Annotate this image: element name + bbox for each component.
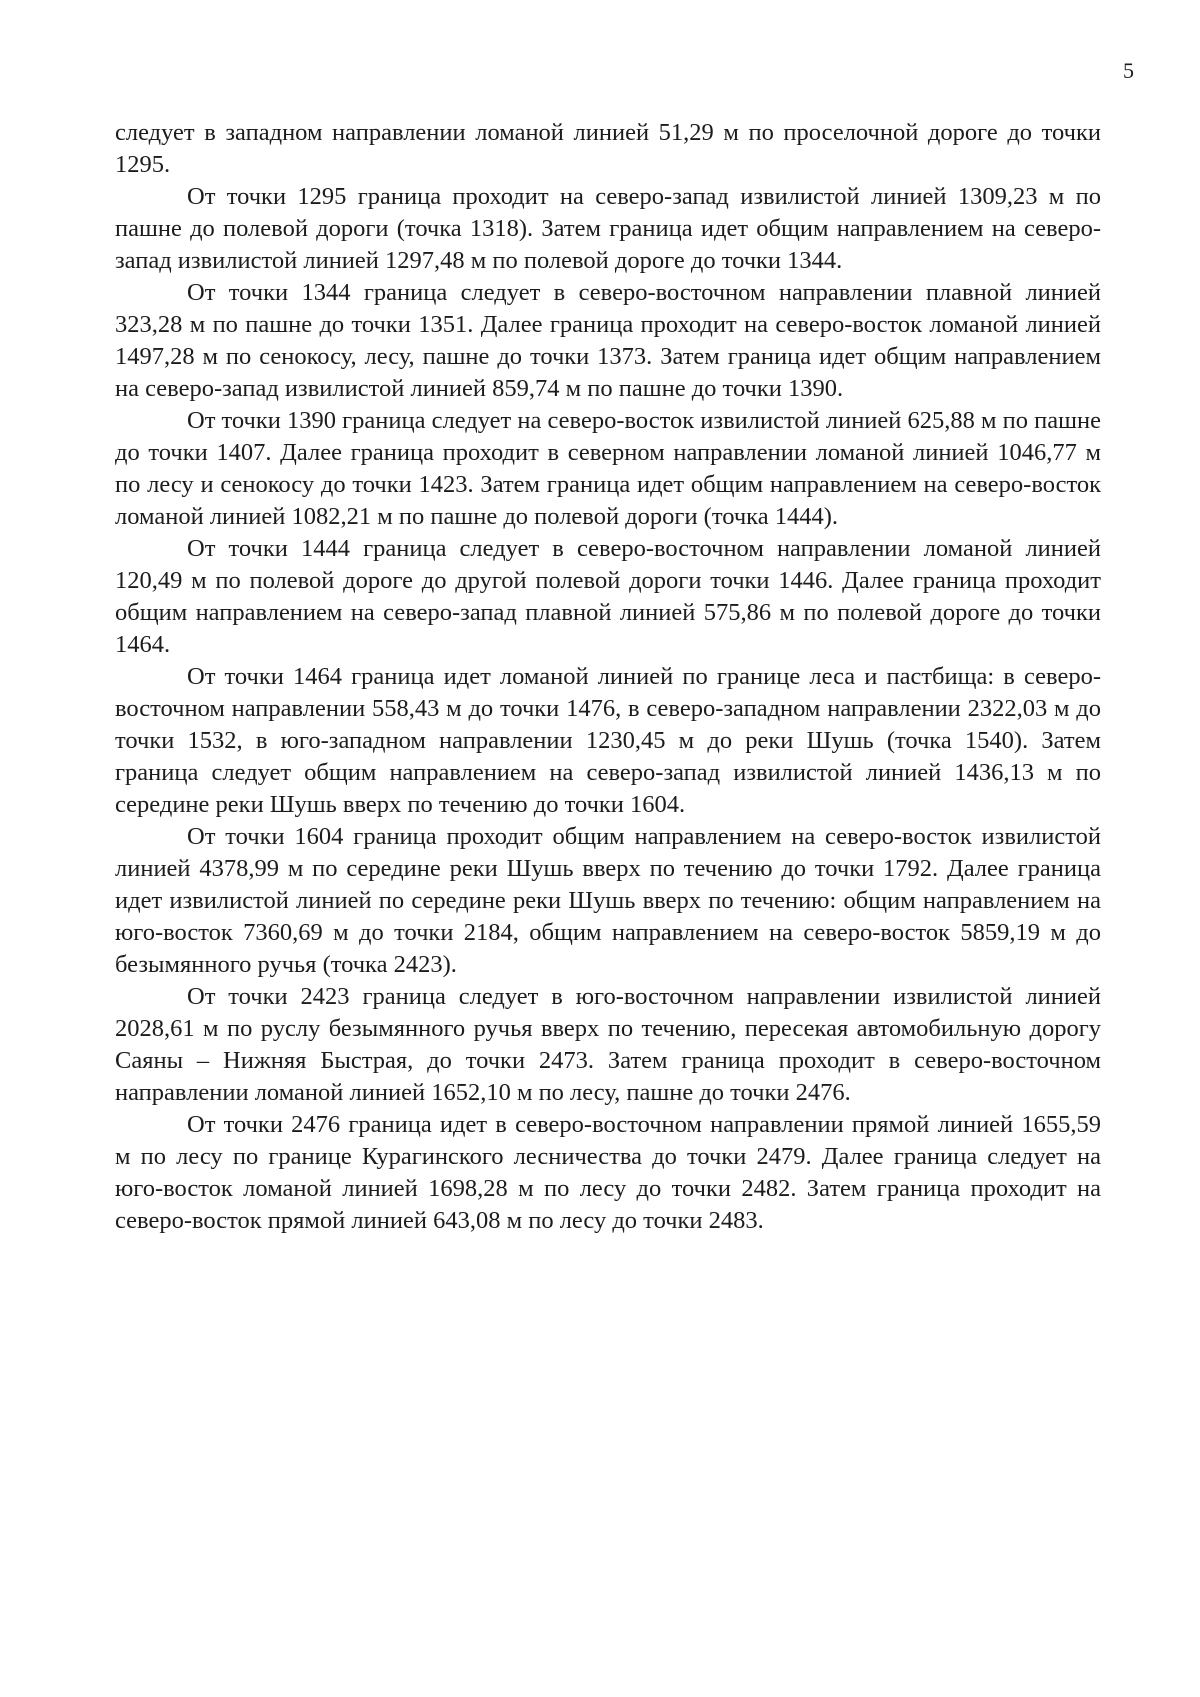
paragraph: От точки 1444 граница следует в северо-восточном направлении ломаной линией 120,49 м по полевой дороге до другой полевой дороги точки 1446. Далее граница проходит общим направлением на северо-запад плавной линией 575,86 м по полевой дороге до точки 1464. xyxy=(115,535,1101,658)
paragraph-continuation: следует в западном направлении ломаной линией 51,29 м по проселочной дороге до точки 1295. xyxy=(115,119,1101,178)
paragraph: От точки 1604 граница проходит общим направлением на северо-восток извилистой линией 4378,99 м по середине реки Шушь вверх по течению до точки 1792. Далее граница идет извилистой линией по середине реки Шушь вверх по течению: общим направлением на юго-восток 7360,69 м до точки 2184, общим направлением на северо-восток 5859,19 м до безымянного ручья (точка 2423). xyxy=(115,823,1101,978)
paragraph: От точки 1390 граница следует на северо-восток извилистой линией 625,88 м по пашне до точки 1407. Далее граница проходит в северном направлении ломаной линией 1046,77 м по лесу и сенокосу до точки 1423. Затем граница идет общим направлением на северо-восток ломаной линией 1082,21 м по пашне до полевой дороги (точка 1444). xyxy=(115,407,1101,530)
paragraph: От точки 1464 граница идет ломаной линией по границе леса и пастбища: в северо-восточном направлении 558,43 м до точки 1476, в северо-западном направлении 2322,03 м до точки 1532, в юго-западном направлении 1230,45 м до реки Шушь (точка 1540). Затем граница следует общим направлением на северо-запад извилистой линией 1436,13 м по середине реки Шушь вверх по течению до точки 1604. xyxy=(115,663,1101,818)
paragraph: От точки 2476 граница идет в северо-восточном направлении прямой линией 1655,59 м по лесу по границе Курагинского лесничества до точки 2479. Далее граница следует на юго-восток ломаной линией 1698,28 м по лесу до точки 2482. Затем граница проходит на северо-восток прямой линией 643,08 м по лесу до точки 2483. xyxy=(115,1111,1101,1234)
paragraph: От точки 2423 граница следует в юго-восточном направлении извилистой линией 2028,61 м по руслу безымянного ручья вверх по течению, пересекая автомобильную дорогу Саяны – Нижняя Быстрая, до точки 2473. Затем граница проходит в северо-восточном направлении ломаной линией 1652,10 м по лесу, пашне до точки 2476. xyxy=(115,983,1101,1106)
paragraph: От точки 1295 граница проходит на северо-запад извилистой линией 1309,23 м по пашне до полевой дороги (точка 1318). Затем граница идет общим направлением на северо-запад извилистой линией 1297,48 м по полевой дороге до точки 1344. xyxy=(115,183,1101,274)
page-number: 5 xyxy=(1123,58,1134,83)
paragraph: От точки 1344 граница следует в северо-восточном направлении плавной линией 323,28 м по пашне до точки 1351. Далее граница проходит на северо-восток ломаной линией 1497,28 м по сенокосу, лесу, пашне до точки 1373. Затем граница идет общим направлением на северо-запад извилистой линией 859,74 м по пашне до точки 1390. xyxy=(115,279,1101,402)
document-body xyxy=(115,117,1101,1237)
